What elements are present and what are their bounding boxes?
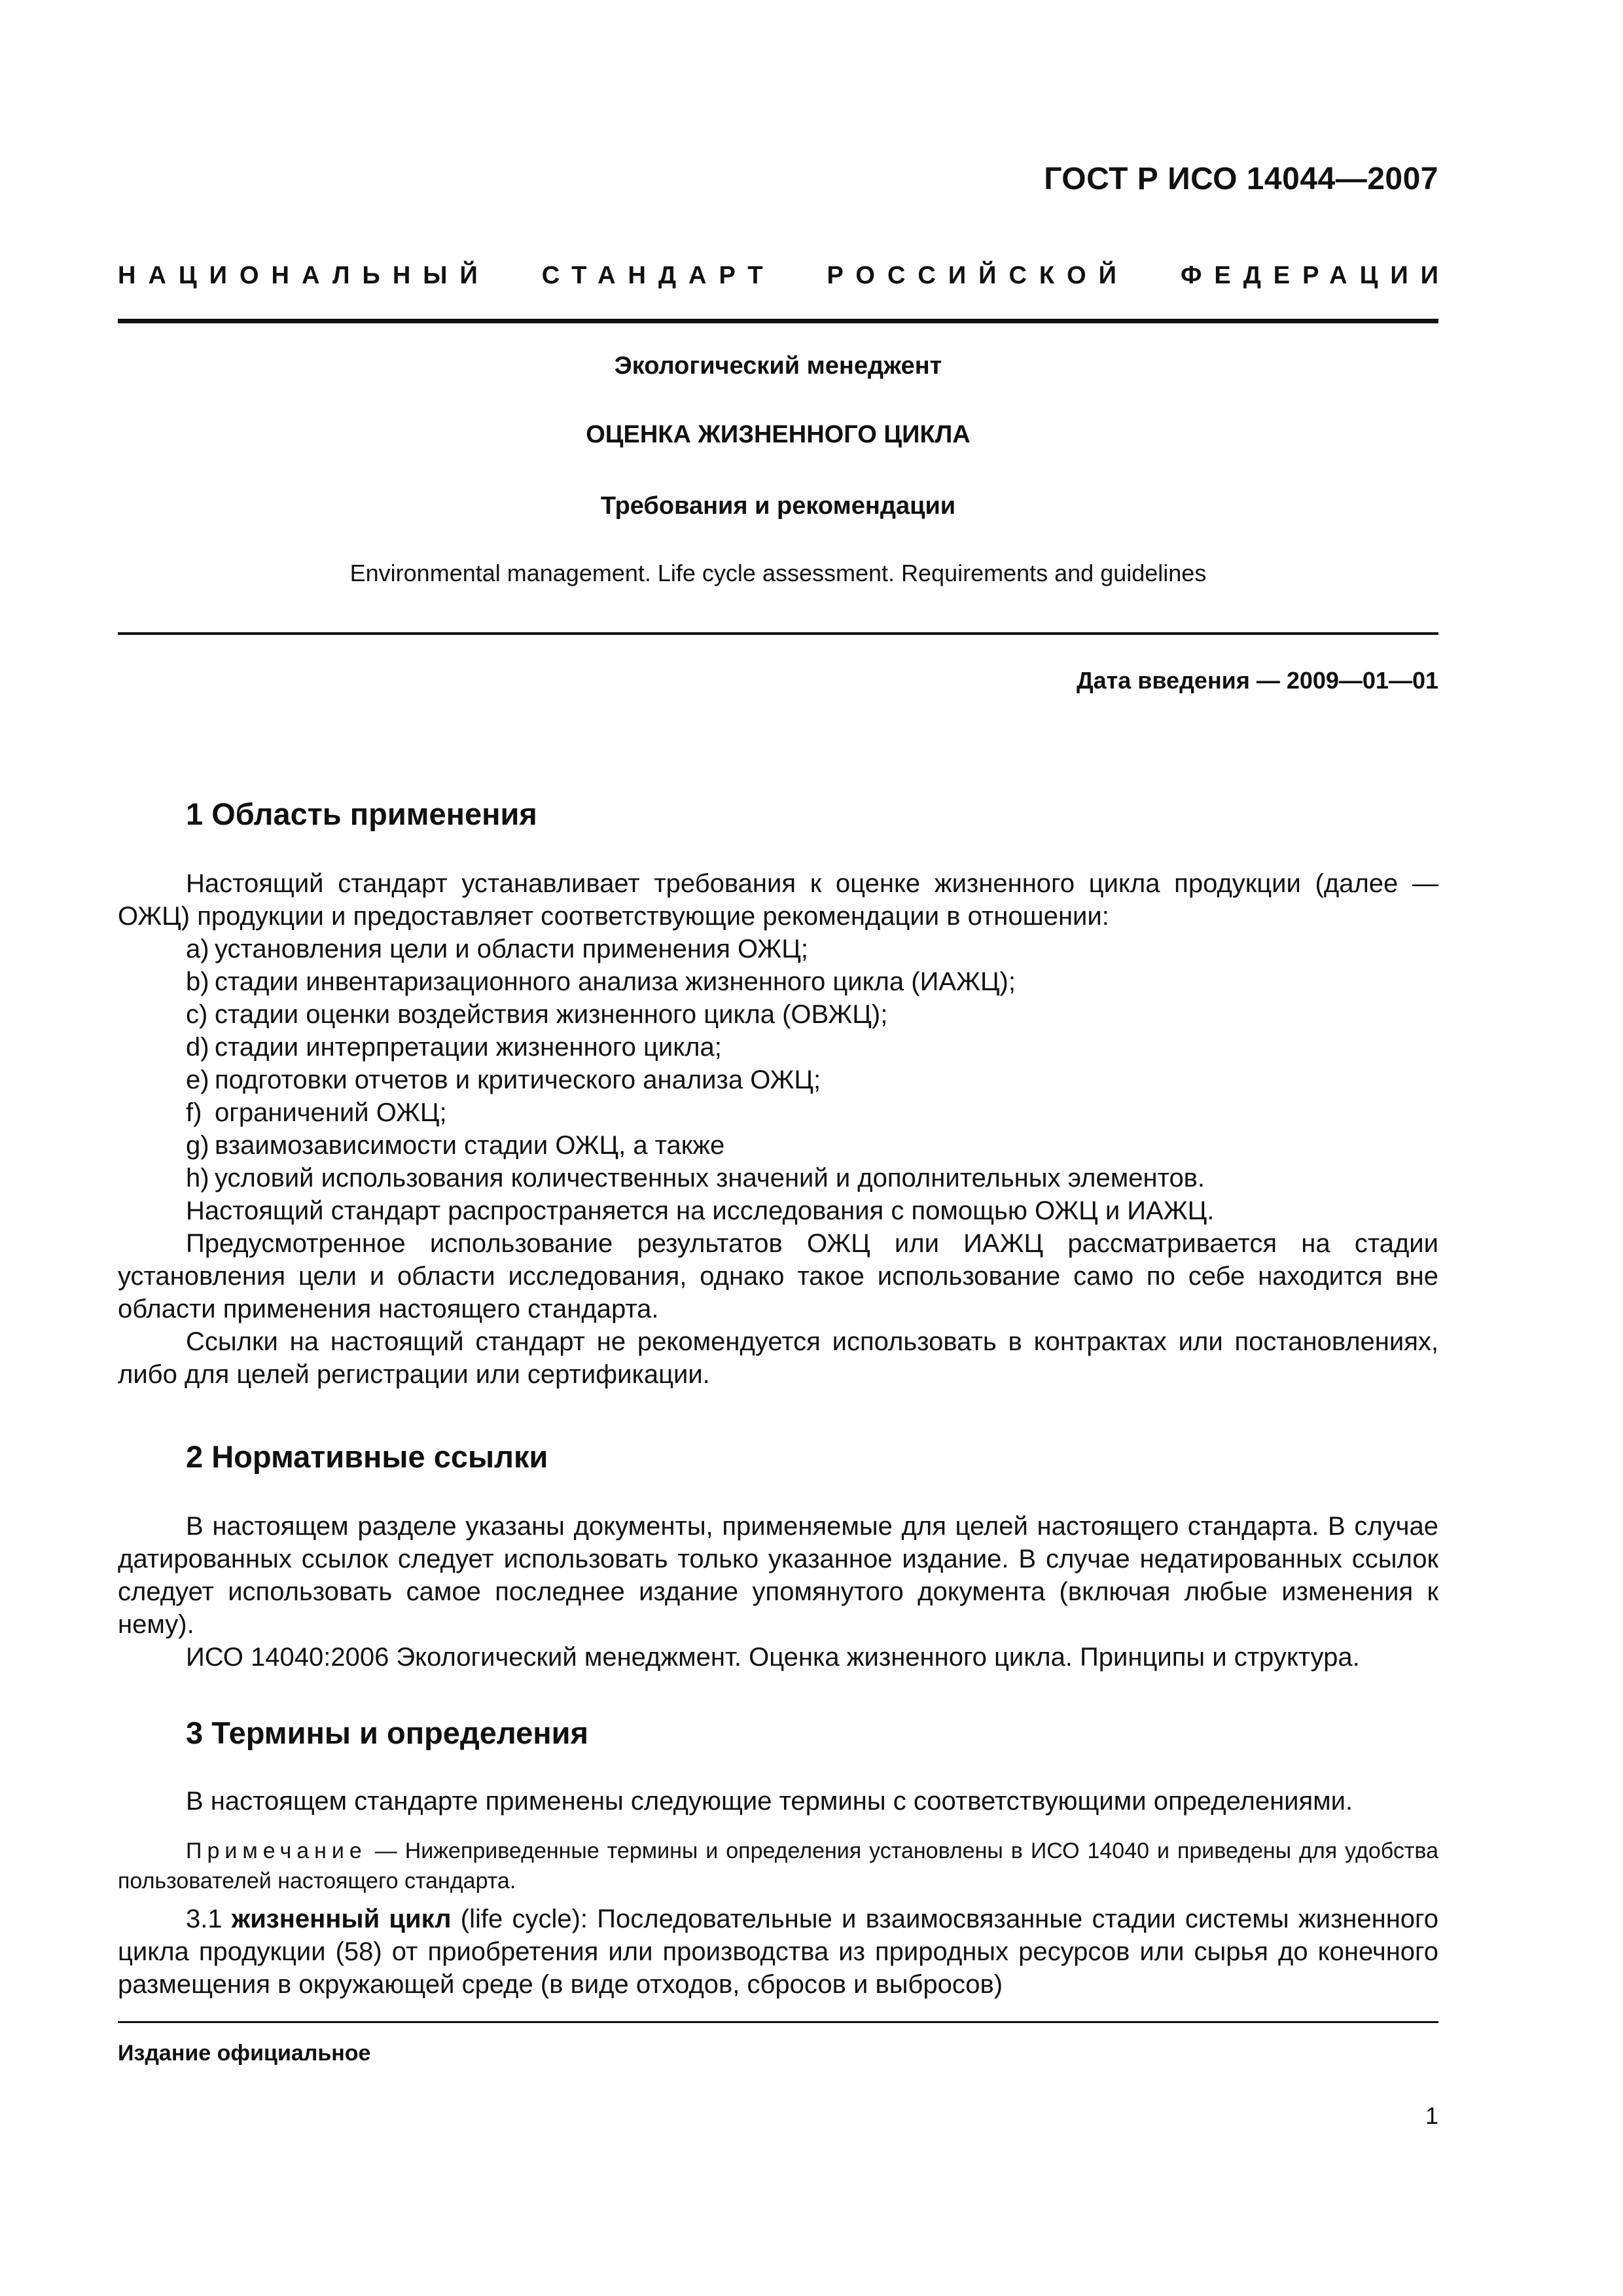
list-marker: a) (186, 935, 209, 963)
list-text: стадии интерпретации жизненного цикла; (215, 1033, 722, 1062)
list-text: стадии инвентаризационного анализа жизненного цикла (ИАЖЦ); (215, 967, 1016, 996)
list-marker: g) (186, 1131, 209, 1160)
official-edition-label: Издание официальное (118, 2041, 371, 2066)
list-text: условий использования количественных значений и дополнительных элементов. (215, 1164, 1205, 1193)
banner-word: РОССИЙСКОЙ (827, 262, 1129, 289)
list-marker: c) (186, 1000, 208, 1029)
title-rule (118, 632, 1438, 635)
banner-word: НАЦИОНАЛЬНЫЙ (118, 262, 490, 289)
list-marker: f) (186, 1098, 202, 1127)
section-3-paragraph: В настоящем стандарте применены следующие термины с соответствующими определениями. (186, 1787, 1353, 1816)
note-label: Примечание (186, 1839, 367, 1863)
list-marker: d) (186, 1033, 209, 1062)
section-1-paragraph: Предусмотренное использование результатов ОЖЦ или ИАЖЦ рассматривается на стадии установления цели и области исследования, однако такое использование само по себе находится вне области применения настоящего стандарта. (118, 1229, 1438, 1323)
banner-word: СТАНДАРТ (541, 262, 776, 289)
banner-word: ФЕДЕРАЦИИ (1180, 262, 1451, 289)
section-1-intro: Настоящий стандарт устанавливает требования к оценке жизненного цикла продукции (далее — ОЖЦ) продукции и предоставляет соответствующие рекомендации в отношении: (118, 869, 1438, 931)
header-rule-thick (118, 319, 1438, 323)
introduction-date: Дата введения — 2009—01—01 (1076, 667, 1438, 694)
list-item (186, 1031, 722, 1064)
list-item (186, 1064, 821, 1096)
list-text: стадии оценки воздействия жизненного цикла (ОВЖЦ); (215, 1000, 888, 1029)
footer-rule (118, 2021, 1438, 2023)
title-line-2: ОЦЕНКА ЖИЗНЕННОГО ЦИКЛА (586, 421, 971, 448)
title-line-3: Требования и рекомендации (600, 492, 956, 520)
section-2-heading: 2 Нормативные ссылки (186, 1439, 548, 1474)
section-1-heading: 1 Область применения (186, 797, 537, 831)
list-item (186, 1096, 447, 1129)
note-paragraph (118, 1836, 1438, 1896)
term-number: 3.1 (186, 1905, 223, 1933)
list-item (186, 1129, 724, 1162)
national-standard-banner (118, 262, 1451, 290)
list-marker: h) (186, 1164, 209, 1193)
term-definition (118, 1903, 1438, 2001)
section-2-paragraph: В настоящем разделе указаны документы, применяемые для целей настоящего стандарта. В случае датированных ссылок следует использовать только указанное издание. В случае недатированных ссылок следует использовать самое последнее издание упомянутого документа (включая любые изменения к нему). (118, 1512, 1438, 1639)
list-text: ограничений ОЖЦ; (215, 1098, 447, 1127)
section-3-heading: 3 Термины и определения (186, 1715, 588, 1750)
list-text: взаимозависимости стадии ОЖЦ, а также (215, 1131, 725, 1160)
term-text: (life cycle): Последовательные и взаимосвязанные стадии системы жизненного цикла продукции (58) от приобретения или производства из природных ресурсов или сырья до конечного размещения в окружающей среде (в виде отходов, сбросов и выбросов) (118, 1905, 1438, 1999)
document-code: ГОСТ Р ИСО 14044—2007 (1044, 162, 1438, 196)
list-item (186, 965, 1016, 998)
normative-reference: ИСО 14040:2006 Экологический менеджмент. Оценка жизненного цикла. Принципы и структура. (186, 1643, 1360, 1672)
list-marker: b) (186, 967, 209, 996)
list-item (186, 1162, 1205, 1194)
note-text: — Нижеприведенные термины и определения установлены в ИСО 14040 и приведены для удобства пользователей настоящего стандарта. (118, 1839, 1438, 1893)
page-number: 1 (1425, 2102, 1438, 2129)
section-1-paragraph: Ссылки на настоящий стандарт не рекомендуется использовать в контрактах или постановлениях, либо для целей регистрации или сертификации. (118, 1327, 1438, 1389)
section-1-paragraph: Настоящий стандарт распространяется на исследования с помощью ОЖЦ и ИАЖЦ. (186, 1196, 1215, 1225)
list-text: установления цели и области применения ОЖЦ; (215, 935, 808, 963)
list-marker: e) (186, 1066, 209, 1094)
list-item (186, 933, 808, 965)
term-name: жизненный цикл (231, 1905, 452, 1933)
title-line-1: Экологический менеджент (614, 352, 942, 380)
list-item (186, 998, 887, 1031)
title-english: Environmental management. Life cycle assessment. Requirements and guidelines (349, 560, 1207, 586)
list-text: подготовки отчетов и критического анализа ОЖЦ; (215, 1066, 821, 1094)
